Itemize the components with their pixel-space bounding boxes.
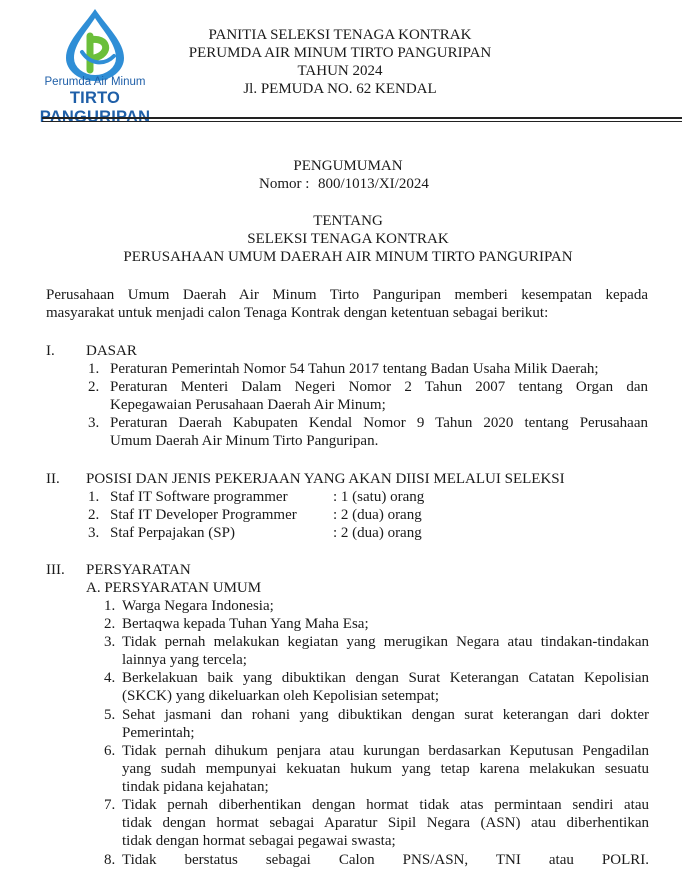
list-item-number: 1.: [104, 598, 116, 614]
list-item-text: Tidak pernah diberhentikan dengan hormat tidak atas permintaan sendiri atau: [122, 797, 649, 813]
position-name: Staf Perpajakan (SP): [110, 525, 235, 541]
letterhead-line-3: TAHUN 2024: [297, 63, 383, 79]
list-item-text: tindak pidana kejahatan;: [122, 779, 269, 795]
section-2-title: POSISI DAN JENIS PEKERJAAN YANG AKAN DIISI MELALUI SELEKSI: [86, 471, 565, 487]
position-count: : 2 (dua) orang: [333, 507, 422, 523]
position-count: : 2 (dua) orang: [333, 525, 422, 541]
list-item-text: lainnya yang tercela;: [122, 652, 247, 668]
position-name: Staf IT Developer Programmer: [110, 507, 297, 523]
intro-line-2: masyarakat untuk menjadi calon Tenaga Kontrak dengan ketentuan sebagai berikut:: [46, 305, 549, 321]
company-logo: [60, 6, 130, 82]
list-item-text: Peraturan Pemerintah Nomor 54 Tahun 2017 tentang Badan Usaha Milik Daerah;: [110, 361, 599, 377]
subject-line-1: SELEKSI TENAGA KONTRAK: [247, 231, 449, 247]
subject-line-2: PERUSAHAAN UMUM DAERAH AIR MINUM TIRTO PANGURIPAN: [123, 249, 573, 265]
position-name: Staf IT Software programmer: [110, 489, 288, 505]
list-item-number: 4.: [104, 670, 116, 686]
letterhead-rule-thin: [42, 121, 682, 122]
list-item-text: Peraturan Menteri Dalam Negeri Nomor 2 Tahun 2007 tentang Organ dan: [110, 379, 648, 395]
list-item-number: 3.: [88, 415, 100, 431]
list-item-number: 6.: [104, 743, 116, 759]
announcement-number: 800/1013/XI/2024: [318, 176, 429, 192]
intro-line-1: Perusahaan Umum Daerah Air Minum Tirto Panguripan memberi kesempatan kepada: [46, 287, 648, 303]
position-count: : 1 (satu) orang: [333, 489, 425, 505]
list-item-text: Sehat jasmani dan rohani yang dibuktikan dengan surat keterangan dari dokter: [122, 707, 649, 723]
letterhead-rule-thick: [42, 117, 682, 119]
letterhead-line-1: PANITIA SELEKSI TENAGA KONTRAK: [208, 27, 472, 43]
logo-subtitle: Perumda Air Minum: [44, 76, 146, 88]
announcement-title: PENGUMUMAN: [293, 158, 403, 174]
list-item-number: 3.: [104, 634, 116, 650]
announcement-number-label: Nomor :: [259, 176, 310, 192]
list-item-number: 2.: [104, 616, 116, 632]
list-item-text: Warga Negara Indonesia;: [122, 598, 274, 614]
tentang-heading: TENTANG: [313, 213, 383, 229]
list-item-text: Berkelakuan baik yang dibuktikan dengan Surat Keterangan Catatan Kepolisian: [122, 670, 649, 686]
section-3-number: III.: [46, 562, 65, 578]
list-item-number: 2.: [88, 379, 100, 395]
list-item-number: 8.: [104, 852, 116, 868]
list-item-text: Bertaqwa kepada Tuhan Yang Maha Esa;: [122, 616, 369, 632]
position-number: 1.: [88, 489, 100, 505]
list-item-text: tidak dengan hormat sebagai Aparatur Sipil Negara (ASN) atau diberhentikan: [122, 815, 649, 831]
section-3-subtitle: A. PERSYARATAN UMUM: [86, 580, 262, 596]
list-item-text: Pemerintah;: [122, 725, 195, 741]
list-item-text: yang sudah mempunyai kekuatan hukum yang tetap karena melakukan sesuatu: [122, 761, 649, 777]
list-item-number: 1.: [88, 361, 100, 377]
section-3-title: PERSYARATAN: [86, 562, 191, 578]
list-item-text: Kepegawaian Perusahaan Daerah Air Minum;: [110, 397, 386, 413]
logo-company-name: TIRTO PANGURIPAN: [39, 89, 151, 126]
letterhead-line-4: Jl. PEMUDA NO. 62 KENDAL: [243, 81, 437, 97]
list-item-text: Peraturan Daerah Kabupaten Kendal Nomor 9 Tahun 2020 tentang Perusahaan: [110, 415, 648, 431]
list-item-text: Umum Daerah Air Minum Tirto Panguripan.: [110, 433, 379, 449]
list-item-text: Tidak pernah melakukan kegiatan yang merugikan Negara atau tindakan-tindakan: [122, 634, 649, 650]
position-number: 2.: [88, 507, 100, 523]
section-2-number: II.: [46, 471, 60, 487]
list-item-number: 7.: [104, 797, 116, 813]
section-1-number: I.: [46, 343, 55, 359]
list-item-number: 5.: [104, 707, 116, 723]
list-item-text: tidak dengan hormat sebagai pegawai swasta;: [122, 833, 396, 849]
section-1-title: DASAR: [86, 343, 137, 359]
list-item-text: Tidak berstatus sebagai Calon PNS/ASN, TNI atau POLRI.: [122, 852, 649, 868]
list-item-text: (SKCK) yang dikeluarkan oleh Kepolisian setempat;: [122, 688, 440, 704]
letterhead-line-2: PERUMDA AIR MINUM TIRTO PANGURIPAN: [188, 45, 492, 61]
list-item-text: Tidak pernah dihukum penjara atau kurungan berdasarkan Keputusan Pengadilan: [122, 743, 649, 759]
position-number: 3.: [88, 525, 100, 541]
